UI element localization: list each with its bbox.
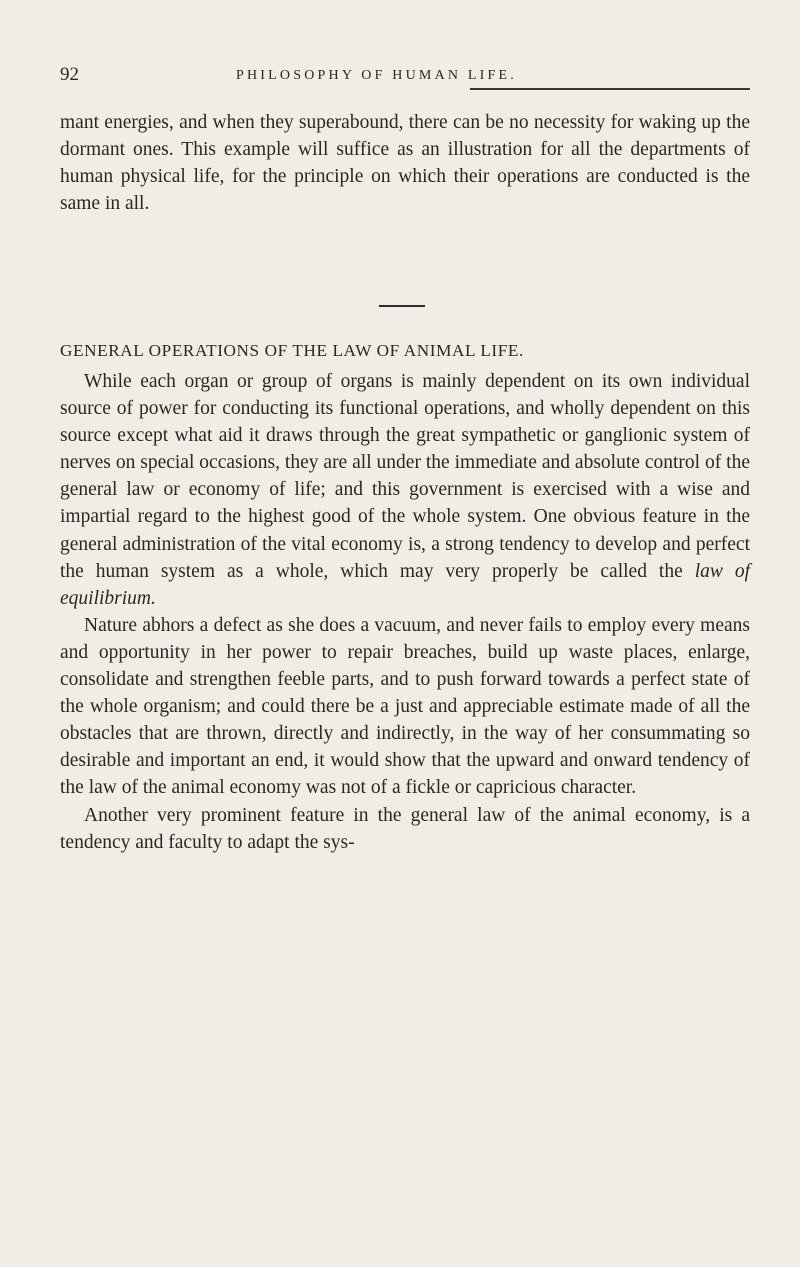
body-text-main xyxy=(60,368,750,856)
page-number: 92 xyxy=(60,64,79,85)
running-title: PHILOSOPHY OF HUMAN LIFE. xyxy=(236,68,517,83)
emphasized-term: law of equilibrium. xyxy=(60,560,750,609)
section-heading: GENERAL OPERATIONS OF THE LAW OF ANIMAL LIFE. xyxy=(60,341,524,360)
paragraph-another-feature: Another very prominent feature in the general law of the animal economy, is a tendency and faculty to adapt the sys- xyxy=(60,804,750,853)
paragraph-text: While each organ or group of organs is mainly dependent on its own individual source of power for conducting its functional operations, and wholly dependent on this source except what aid it draws through the great sympathetic or ganglionic system of nerves on special occasions, they are all under the immediate and absolute control of the general law or economy of life; and this government is exercised with a wise and impartial regard to the highest good of the whole system. One obvious feature in the general administration of the vital economy is, a strong tendency to develop and perfect the human system as a whole, which may very properly be called the xyxy=(60,371,750,582)
paragraph-law-of-equilibrium xyxy=(60,368,750,612)
paragraph-continued: mant energies, and when they superabound, there can be no necessity for waking up the dormant ones. This example will suffice as an illustration for all the departments of human physical life, for the principle on which their operations are conducted is the same in all. xyxy=(60,112,750,215)
paragraph-nature-abhors: Nature abhors a defect as she does a vacuum, and never fails to employ every means and opportunity in her power to repair breaches, build up waste places, enlarge, consolidate and strengthen feeble parts, and to push forward towards a perfect state of the whole organism; and could there be a just and appreciable estimate made of all the obstacles that are thrown, directly and indirectly, in the way of her consummating so desirable and important an end, it would show that the upward and onward tendency of the law of the animal economy was not of a fickle or capricious character. xyxy=(60,614,750,799)
body-text-top xyxy=(60,109,750,217)
section-divider xyxy=(379,305,425,307)
page-header xyxy=(60,64,750,90)
header-rule xyxy=(470,88,750,90)
